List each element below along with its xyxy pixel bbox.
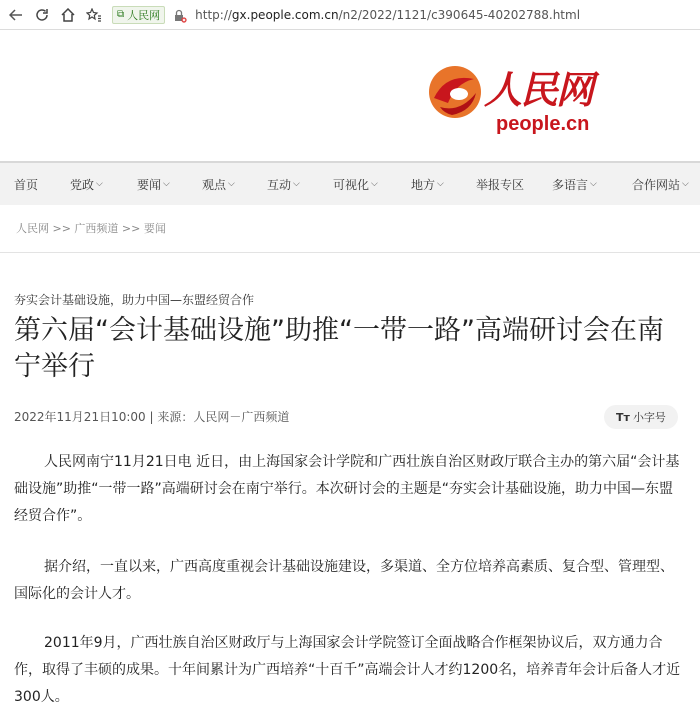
logo-chinese-text: 人民网 [484, 67, 593, 112]
article-title: 第六届“会计基础设施”助推“一带一路”高端研讨会在南宁举行 [14, 315, 664, 382]
article-paragraph: 2011年9月，广西壮族自治区财政厅与上海国家会计学院签订全面战略合作框架协议后，双方通力合作，取得了丰硕的成果。十年间累计为广西培养“十百千”高端会计人才约1200名，培养青年会计后备人才近300人。 [14, 635, 681, 705]
site-chip[interactable] [112, 6, 165, 24]
article-paragraph: 人民网南宁11月21日电 近日，由上海国家会计学院和广西壮族自治区财政厅联合主办的第六届“会计基础设施”助推“一带一路”高端研讨会在南宁举行。本次研讨会的主题是“夯实会计基础设施，助力中国—东盟经贸合作”。 [14, 454, 680, 524]
chevron-down-icon: ⌵ [96, 179, 103, 189]
site-chip-label: 人民网 [127, 8, 161, 22]
nav-item-label: 要闻 [137, 177, 162, 192]
nav-item-label: 首页 [14, 177, 39, 192]
chevron-down-icon: ⌵ [228, 179, 235, 189]
chevron-down-icon: ⌵ [371, 179, 378, 189]
url-text[interactable] [195, 8, 580, 22]
chevron-down-icon: ⌵ [293, 179, 300, 189]
font-size-icon: Tт [616, 410, 630, 424]
nav-item-report[interactable] [476, 163, 524, 205]
breadcrumb[interactable]: 人民网 >> 广西频道 >> 要闻 [16, 222, 166, 235]
nav-item-label: 可视化 [333, 177, 370, 192]
refresh-icon[interactable] [32, 5, 52, 25]
article-kicker: 夯实会计基础设施，助力中国—东盟经贸合作 [14, 293, 255, 307]
chevron-down-icon: ⌵ [163, 179, 170, 189]
article-paragraph: 据介绍，一直以来，广西高度重视会计基础设施建设，多渠道、全方位培养高素质、复合型、管理型、国际化的会计人才。 [14, 559, 674, 602]
people-logo[interactable] [426, 53, 596, 143]
nav-item-visual[interactable] [333, 163, 378, 205]
bookmark-star-icon[interactable] [84, 5, 104, 25]
chevron-down-icon: ⌵ [682, 179, 689, 189]
nav-item-label: 地方 [411, 177, 436, 192]
site-verified-icon: ⧉ [117, 9, 125, 20]
nav-item-languages[interactable] [552, 163, 597, 205]
back-arrow-icon[interactable] [6, 5, 26, 25]
nav-item-label: 互动 [267, 177, 292, 192]
people-logo-emblem-icon [426, 63, 484, 121]
nav-item-label: 多语言 [552, 177, 589, 192]
logo-english-text: people.cn [496, 113, 590, 135]
nav-item-label: 合作网站 [632, 177, 681, 192]
home-icon[interactable] [58, 5, 78, 25]
browser-toolbar [0, 0, 700, 30]
nav-item-label: 观点 [202, 177, 227, 192]
chevron-down-icon: ⌵ [590, 179, 597, 189]
nav-item-local[interactable] [411, 163, 444, 205]
nav-item-label: 党政 [70, 177, 95, 192]
font-size-toggle-button[interactable] [604, 405, 678, 429]
site-header [0, 31, 700, 161]
nav-item-label: 举报专区 [476, 177, 525, 192]
divider [0, 252, 700, 253]
url-scheme: http:// [195, 7, 232, 22]
insecure-connection-icon[interactable] [173, 8, 187, 22]
nav-item-opinion[interactable] [202, 163, 235, 205]
article-meta: 2022年11月21日10:00 | 来源：人民网－广西频道 [14, 410, 290, 424]
nav-item-interact[interactable] [267, 163, 300, 205]
nav-item-news[interactable] [137, 163, 170, 205]
nav-item-party[interactable] [70, 163, 103, 205]
address-bar[interactable] [112, 4, 580, 25]
font-size-toggle-label: 小字号 [632, 411, 666, 424]
main-nav [0, 161, 700, 205]
url-host: gx.people.com.cn [231, 7, 339, 22]
nav-item-home[interactable] [14, 163, 38, 205]
url-path: /n2/2022/1121/c390645-40202788.html [338, 7, 581, 22]
nav-item-partners[interactable] [632, 163, 689, 205]
chevron-down-icon: ⌵ [437, 179, 444, 189]
